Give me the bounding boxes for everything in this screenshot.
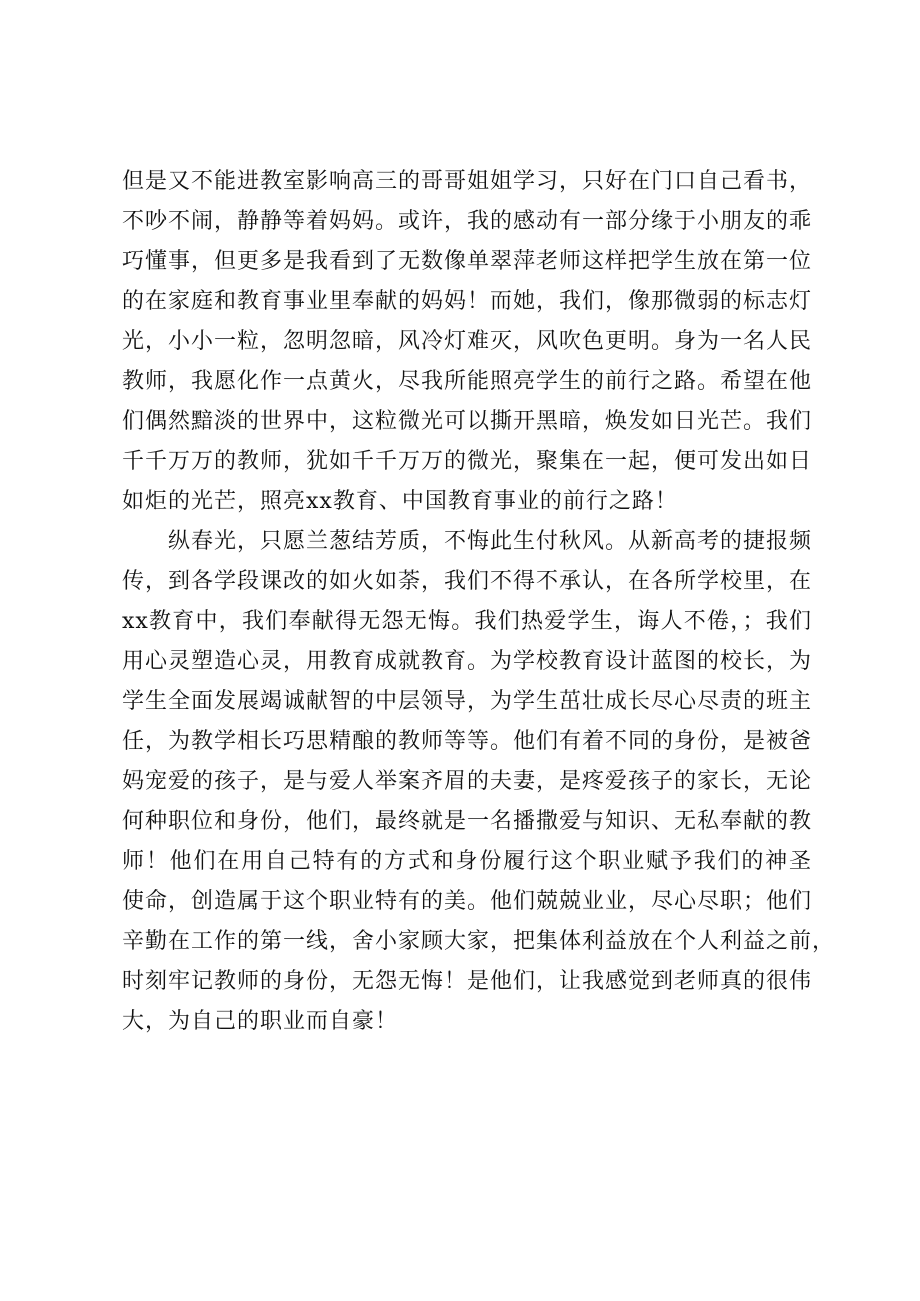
document-body [122,162,836,1042]
text-line: 的在家庭和教育事业里奉献的妈妈！而她，我们，像那微弱的标志灯 [122,289,813,314]
text-line: 们偶然黯淡的世界中，这粒微光可以撕开黑暗，焕发如日光芒。我们 [122,409,813,434]
paragraph-1 [122,162,812,522]
text-line: 千千万万的教师，犹如千千万万的微光，聚集在一起，便可发出如日 [122,449,813,474]
text-line: 何种职位和身份，他们，最终就是一名播撒爱与知识、无私奉献的教 [122,809,813,834]
text-line: 传，到各学段课改的如火如荼，我们不得不承认，在各所学校里，在 [122,569,813,594]
text-line: xx教育中，我们奉献得无怨无悔。我们热爱学生，诲人不倦，；我们 [122,609,812,634]
text-line: 光，小小一粒，忽明忽暗，风冷灯难灭，风吹色更明。身为一名人民 [122,329,813,354]
text-line: 巧懂事，但更多是我看到了无数像单翠萍老师这样把学生放在第一位 [122,249,813,274]
text-line: 但是又不能进教室影响高三的哥哥姐姐学习，只好在门口自己看书， [122,169,813,194]
text-line: 不吵不闹，静静等着妈妈。或许，我的感动有一部分缘于小朋友的乖 [122,209,813,234]
text-line: 任，为教学相长巧思精酿的教师等等。他们有着不同的身份，是被爸 [122,729,813,754]
text-line: 辛勤在工作的第一线，舍小家顾大家，把集体利益放在个人利益之前， [122,929,836,954]
text-line: 妈宠爱的孩子，是与爱人举案齐眉的夫妻，是疼爱孩子的家长，无论 [122,769,813,794]
paragraph-2 [122,522,836,1042]
text-line: 学生全面发展竭诚献智的中层领导，为学生茁壮成长尽心尽责的班主 [122,689,813,714]
text-line: 纵春光，只愿兰葱结芳质，不悔此生付秋风。从新高考的捷报频 [168,529,813,554]
text-line: 师！他们在用自己特有的方式和身份履行这个职业赋予我们的神圣 [122,849,812,874]
text-line: 用心灵塑造心灵，用教育成就教育。为学校教育设计蓝图的校长，为 [122,649,813,674]
text-line: 教师，我愿化作一点黄火，尽我所能照亮学生的前行之路。希望在他 [122,369,813,394]
text-line: 时刻牢记教师的身份，无怨无悔！是他们，让我感觉到老师真的很伟 [122,969,813,994]
text-line: 如炬的光芒，照亮xx教育、中国教育事业的前行之路！ [122,489,678,514]
text-line: 使命，创造属于这个职业特有的美。他们兢兢业业，尽心尽职；他们 [122,889,813,914]
text-line: 大，为自己的职业而自豪！ [122,1009,399,1034]
